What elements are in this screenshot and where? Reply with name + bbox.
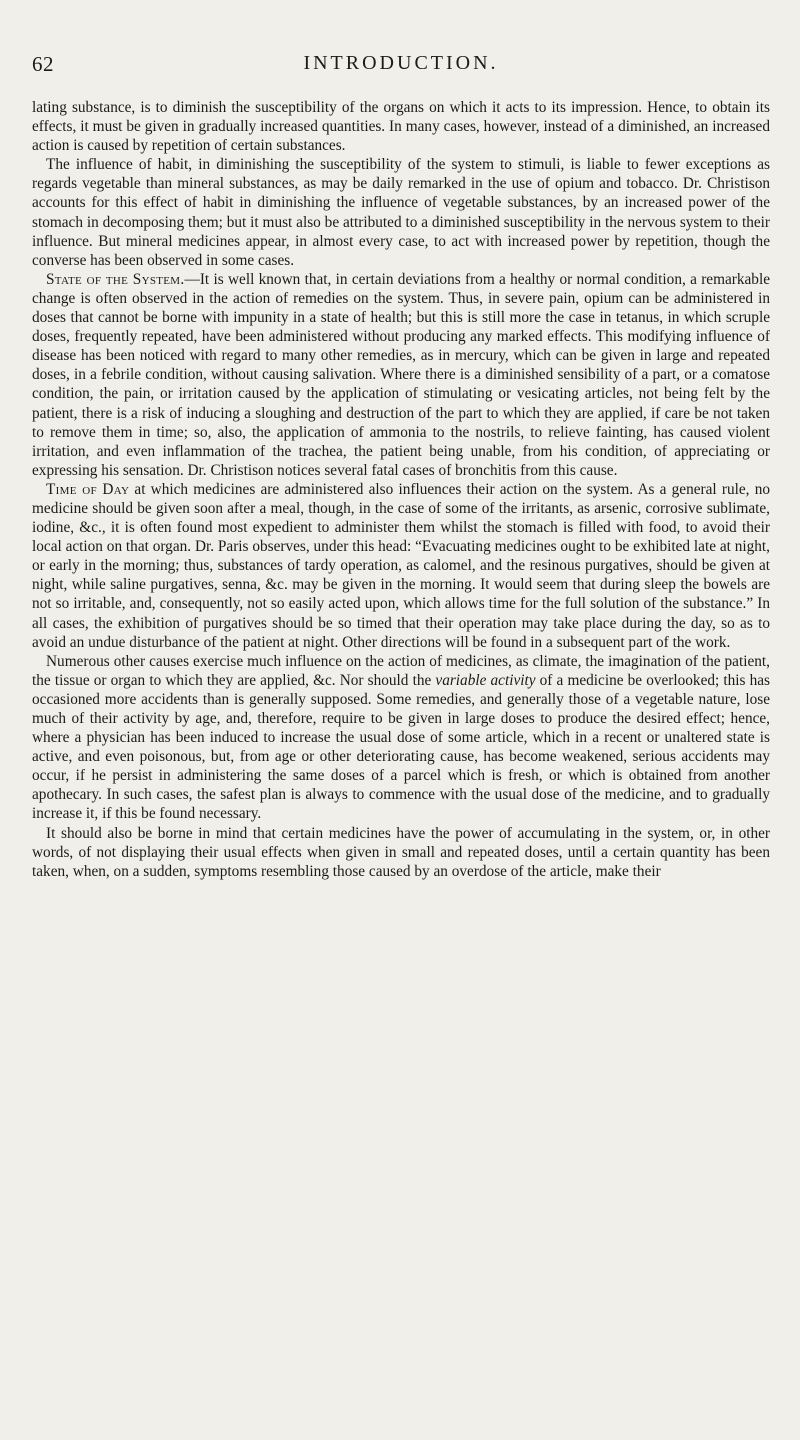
body-text — [32, 98, 770, 881]
paragraph-text: It should also be borne in mind that certain medicines have the power of accumulating in the system, or, in other words, of not displaying their usual effects when given in small and repeated doses, until a certain quantity has been taken, when, on a sudden, symptoms resembling those caused by an overdose of the article, make their — [32, 824, 770, 880]
paragraph-text: lating substance, is to diminish the susceptibility of the organs on which it acts to its impression. Hence, to obtain its effects, it must be given in gradually increased quantities. In many cases, however, instead of a diminished, an increased action is caused by repetition of certain substances. — [32, 99, 770, 155]
page-header — [32, 52, 770, 82]
section-heading: Time of Day — [46, 480, 130, 498]
paragraph-state-of-system — [32, 270, 770, 480]
paragraph-continued — [32, 98, 770, 155]
running-title: INTRODUCTION. — [303, 52, 499, 74]
paragraph-other-causes — [32, 652, 770, 824]
paragraph-text: Numerous other causes exercise much influence on the action of medicines, as climate, the imagination of the patient, the tissue or organ to which they are applied, &c. Nor should the — [32, 652, 770, 689]
paragraph-text: of a medicine be overlooked; this has occasioned more accidents than is generally supposed. Some remedies, and generally those of a vegetable nature, lose much of their activity by age, and, therefore, require to be given in large doses to produce the desired effect; hence, where a physician has been induced to increase the usual dose of some article, which in a recent or unaltered state is active, and even poisonous, but, from age or other deteriorating cause, has become weakened, serious accidents may occur, if he persist in administering the same doses of a parcel which is fresh, or which is obtained from another apothecary. In such cases, the safest plan is always to commence with the usual dose of the medicine, and to gradually increase it, if this be found necessary. — [32, 671, 771, 823]
paragraph-text: The influence of habit, in diminishing the susceptibility of the system to stimuli, is liable to fewer exceptions as regards vegetable than mineral substances, as may be daily remarked in the use of opium and tobacco. Dr. Christison accounts for this effect of habit in diminishing the influence of vegetable substances, by an increased power of the stomach in decomposing them; but it must also be attributed to a diminished susceptibility in the nervous system to their influence. But mineral medicines appear, in almost every case, to act with increased power by repetition, though the converse has been observed in some cases. — [32, 156, 770, 269]
paragraph-text: at which medicines are administered also influences their action on the system. As a general rule, no medicine should be given soon after a meal, though, in the case of some of the irritants, as arsenic, corrosive sublimate, iodine, &c., it is often found most expedient to administer them whilst the stomach is filled with food, to avoid their local action on that organ. Dr. Paris observes, under this head: “Evacuating medicines ought to be exhibited late at night, or early in the morning; thus, substances of tardy operation, as calomel, and the resinous purgatives, should be given at night, while saline purgatives, senna, &c. may be given in the morning. It would seem that during sleep the bowels are not so irritable, and, consequently, not so easily acted upon, which allows time for the full solution of the substance.” In all cases, the exhibition of purgatives should be so timed that their operation may take place during the day, so as to avoid an undue disturbance of the patient at night. Other directions will be found in a subsequent part of the work. — [32, 480, 770, 651]
paragraph-text: —It is well known that, in certain deviations from a healthy or normal condition, a remarkable change is often observed in the action of remedies on the system. Thus, in severe pain, opium can be administered in doses that cannot be borne with impunity in a state of health; but this is still more the case in tetanus, in which scruple doses, frequently repeated, have been administered without producing any marked effects. This modifying influence of disease has been noticed with regard to many other remedies, as in mercury, which can be given in large and repeated doses, in a febrile condition, without causing salivation. Where there is a diminished sensibility of a part, or a comatose condition, the pain, or irritation caused by the application of stimulating or vesicating articles, not being felt by the patient, there is a risk of inducing a sloughing and destruction of the part to which they are applied, if care be not taken to remove them in time; so, also, the application of ammonia to the nostrils, to relieve fainting, has caused violent irritation, and even inflammation of the trachea, the patient being unable, from his condition, of appreciating or expressing his sensation. Dr. Christison notices several fatal cases of bronchitis from this cause. — [32, 270, 770, 479]
page-number: 62 — [32, 52, 54, 76]
section-heading: State of the System. — [46, 270, 185, 288]
paragraph-accumulation — [32, 824, 770, 881]
paragraph-time-of-day — [32, 480, 770, 652]
paragraph-habit — [32, 155, 770, 270]
emphasized-phrase: variable activity — [435, 671, 536, 689]
